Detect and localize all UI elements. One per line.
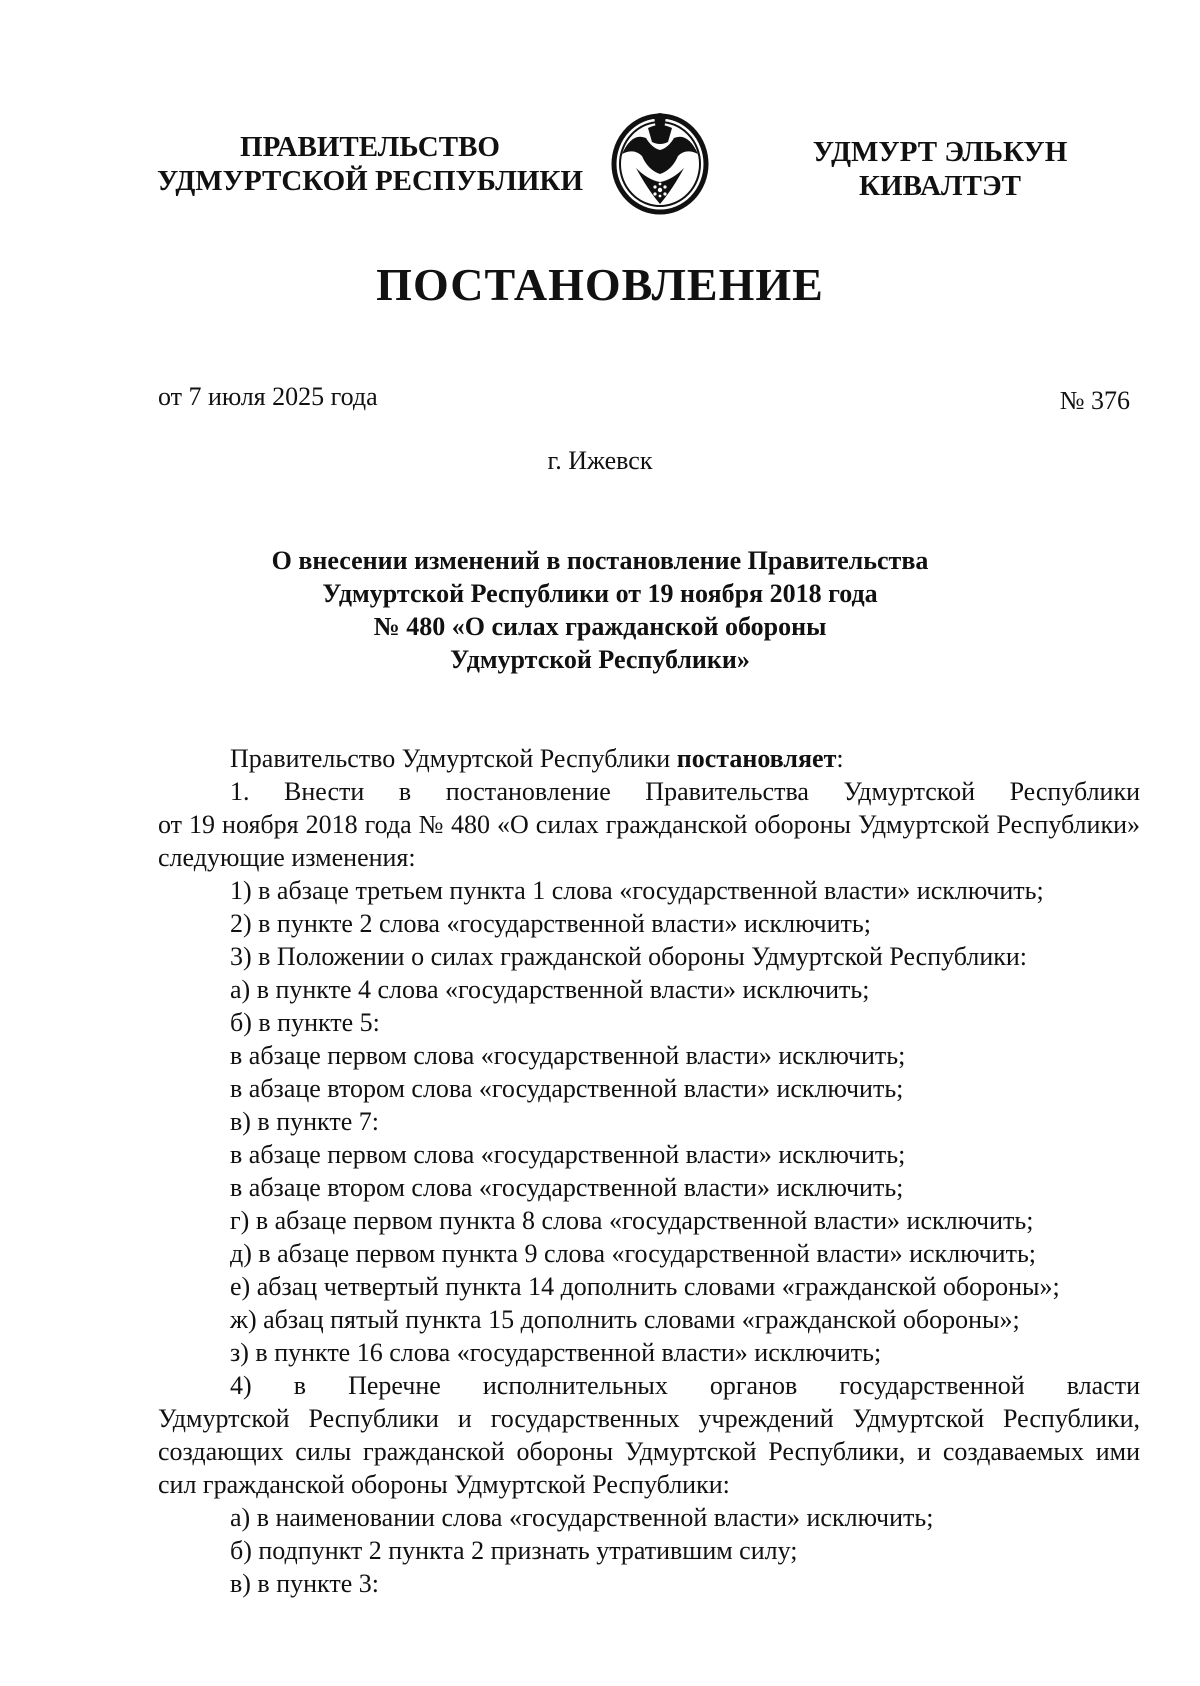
subject-line2: Удмуртской Республики от 19 ноября 2018 года <box>322 579 878 608</box>
udmurt-coat-of-arms-icon <box>602 108 718 216</box>
list-item: в) в пункте 7: <box>230 1107 379 1136</box>
header-left-line1: ПРАВИТЕЛЬСТВО <box>240 131 500 163</box>
list-item: 3) в Положении о силах гражданской обороны Удмуртской Республики: <box>230 942 1027 971</box>
list-item: в) в пункте 3: <box>230 1569 379 1598</box>
document-type-title: ПОСТАНОВЛЕНИЕ <box>376 259 824 310</box>
paragraph-1-first-line: 1. Внести в постановление Правительства Удмуртской Республики <box>230 777 1140 806</box>
header-right-line1: УДМУРТ ЭЛЬКУН <box>812 136 1068 168</box>
document-date: от 7 июля 2025 года <box>158 382 378 411</box>
list-item: 1) в абзаце третьем пункта 1 слова «государственной власти» исключить; <box>230 876 1044 905</box>
subject-line3: № 480 «О силах гражданской обороны <box>373 612 827 641</box>
header-right-line2: КИВАЛТЭТ <box>858 170 1021 202</box>
list-item: з) в пункте 16 слова «государственной власти» исключить; <box>230 1338 882 1367</box>
list-item: г) в абзаце первом пункта 8 слова «государственной власти» исключить; <box>230 1206 1034 1235</box>
header-left <box>150 130 590 198</box>
list-item: а) в пункте 4 слова «государственной власти» исключить; <box>230 975 870 1004</box>
list-item: ж) абзац пятый пункта 15 дополнить словами «гражданской обороны»; <box>230 1305 1020 1334</box>
header-right <box>790 135 1090 203</box>
list-item: б) в пункте 5: <box>230 1008 380 1037</box>
preamble-text: Правительство Удмуртской Республики <box>230 744 677 773</box>
list-item: в абзаце втором слова «государственной власти» исключить; <box>230 1074 904 1103</box>
list-item: б) подпункт 2 пункта 2 признать утратившим силу; <box>230 1536 798 1565</box>
document-body <box>158 742 1140 1600</box>
list-item: а) в наименовании слова «государственной власти» исключить; <box>230 1503 934 1532</box>
preamble-bold: постановляет <box>676 744 837 773</box>
list-item: д) в абзаце первом пункта 9 слова «государственной власти» исключить; <box>230 1239 1037 1268</box>
header-left-line2: УДМУРТСКОЙ РЕСПУБЛИКИ <box>156 165 584 197</box>
document-subject <box>150 544 1050 676</box>
subject-line4: Удмуртской Республики» <box>450 645 750 674</box>
subject-line1: О внесении изменений в постановление Правительства <box>271 546 929 575</box>
list-item: в абзаце первом слова «государственной власти» исключить; <box>230 1041 906 1070</box>
paragraph-1-rest: от 19 ноября 2018 года № 480 «О силах гражданской обороны Удмуртской Республики» следующие изменения: <box>158 810 1140 872</box>
list-item: в абзаце первом слова «государственной власти» исключить; <box>230 1140 906 1169</box>
list-item: 2) в пункте 2 слова «государственной власти» исключить; <box>230 909 871 938</box>
document-city: г. Ижевск <box>547 446 653 475</box>
preamble <box>158 742 1140 775</box>
list-item: е) абзац четвертый пункта 14 дополнить словами «гражданской обороны»; <box>230 1272 1060 1301</box>
document-number: № 376 <box>1059 386 1130 415</box>
list-item: в абзаце втором слова «государственной власти» исключить; <box>230 1173 904 1202</box>
paragraph-4-first-line: 4) в Перечне исполнительных органов государственной власти <box>230 1371 1140 1400</box>
preamble-colon: : <box>836 744 844 773</box>
paragraph-4-rest: Удмуртской Республики и государственных учреждений Удмуртской Республики, создающих силы гражданской обороны Удмуртской Республики, и создаваемых ими сил гражданской обороны Удмуртской Республики: <box>158 1404 1140 1499</box>
